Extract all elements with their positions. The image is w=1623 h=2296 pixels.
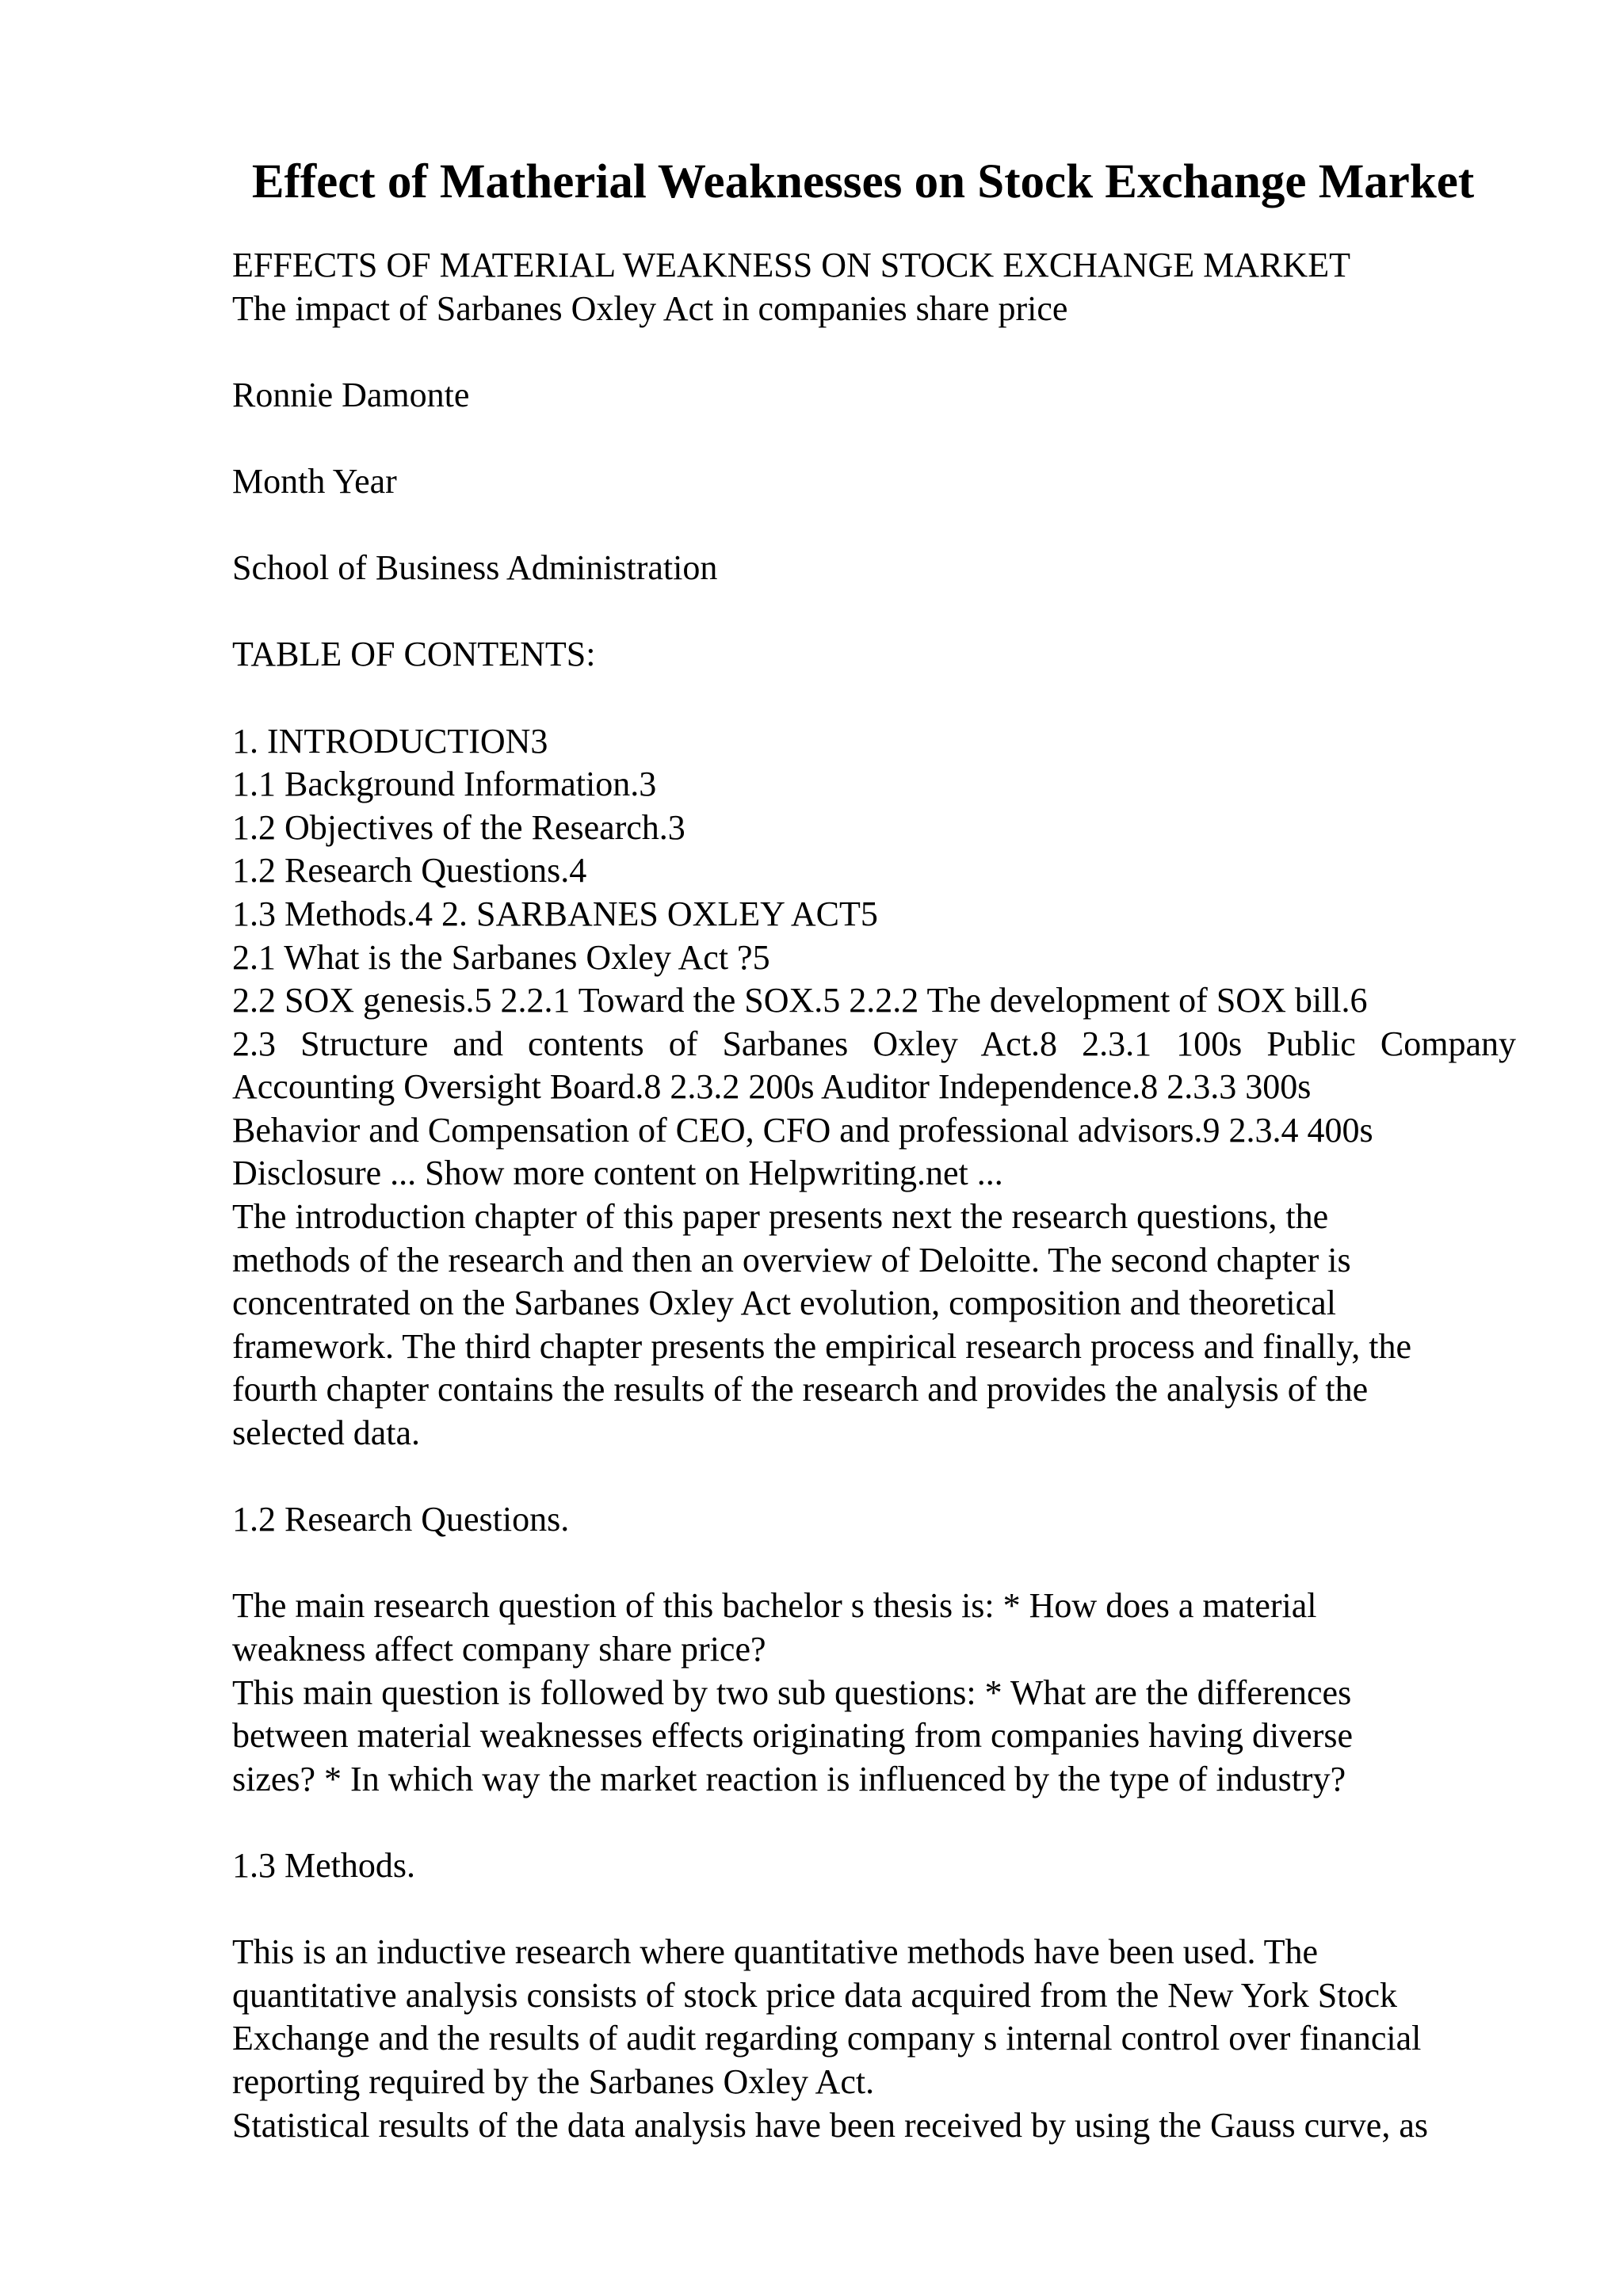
- toc-line: 1.2 Objectives of the Research.3: [232, 807, 685, 847]
- header-caps: EFFECTS OF MATERIAL WEAKNESS ON STOCK EXCHANGE MARKET: [232, 246, 1350, 284]
- spacer: [232, 504, 1516, 547]
- intro-line: methods of the research and then an overview of Deloitte. The second chapter is: [232, 1240, 1351, 1280]
- spacer: [232, 330, 1516, 374]
- toc-line: 1.2 Research Questions.4: [232, 851, 587, 891]
- spacer: [232, 417, 1516, 460]
- document-title: Effect of Matherial Weaknesses on Stock Exchange Market: [251, 155, 1475, 208]
- toc-line: 2.3 Structure and contents of Sarbanes Oxley Act.8 2.3.1 100s Public Company: [232, 1024, 1516, 1063]
- research-questions-heading: 1.2 Research Questions.: [232, 1500, 570, 1539]
- rq-main-line: The main research question of this bachelor s thesis is: * How does a material: [232, 1586, 1317, 1626]
- rq-sub-line: sizes? * In which way the market reaction is influenced by the type of industry?: [232, 1759, 1346, 1798]
- methods-line: This is an inductive research where quantitative methods have been used. The: [232, 1932, 1319, 1972]
- author-name: Ronnie Damonte: [232, 375, 470, 414]
- intro-line: selected data.: [232, 1413, 420, 1453]
- toc-heading: TABLE OF CONTENTS:: [232, 635, 596, 674]
- methods-line: reporting required by the Sarbanes Oxley Act.: [232, 2061, 875, 2101]
- intro-line: The introduction chapter of this paper presents next the research questions, the: [232, 1197, 1329, 1237]
- methods-line: Exchange and the results of audit regarding company s internal control over financial: [232, 2019, 1422, 2058]
- toc-line: Accounting Oversight Board.8 2.3.2 200s Auditor Independence.8 2.3.3 300s: [232, 1067, 1312, 1107]
- toc-line: 2.2 SOX genesis.5 2.2.1 Toward the SOX.5 2.2.2 The development of SOX bill.6: [232, 981, 1368, 1020]
- document-body: [232, 244, 1516, 2147]
- spacer: [232, 1801, 1516, 1844]
- toc-line: 1.1 Background Information.3: [232, 765, 657, 804]
- methods-heading: 1.3 Methods.: [232, 1845, 415, 1885]
- rq-main-line: weakness affect company share price?: [232, 1630, 766, 1669]
- rq-sub-line: This main question is followed by two sub questions: * What are the differences: [232, 1672, 1352, 1712]
- toc-line: 1. INTRODUCTION3: [232, 721, 548, 761]
- intro-line: fourth chapter contains the results of the research and provides the analysis of the: [232, 1370, 1369, 1409]
- toc-line-more: Disclosure ... Show more content on Helpwriting.net ...: [232, 1154, 1003, 1193]
- document-subtitle: The impact of Sarbanes Oxley Act in companies share price: [232, 288, 1068, 328]
- spacer: [232, 1888, 1516, 1932]
- spacer: [232, 1542, 1516, 1585]
- statistics-line: Statistical results of the data analysis have been received by using the Gauss curve, as: [232, 2105, 1428, 2145]
- intro-line: framework. The third chapter presents the empirical research process and finally, the: [232, 1326, 1412, 1366]
- methods-line: quantitative analysis consists of stock price data acquired from the New York Stock: [232, 1975, 1398, 2015]
- toc-line: Behavior and Compensation of CEO, CFO and professional advisors.9 2.3.4 400s: [232, 1110, 1373, 1150]
- spacer: [232, 590, 1516, 634]
- toc-line: 1.3 Methods.4 2. SARBANES OXLEY ACT5: [232, 894, 878, 933]
- spacer: [232, 1455, 1516, 1499]
- rq-sub-line: between material weaknesses effects originating from companies having diverse: [232, 1716, 1354, 1756]
- school-name: School of Business Administration: [232, 548, 718, 588]
- spacer: [232, 677, 1516, 720]
- toc-line: 2.1 What is the Sarbanes Oxley Act ?5: [232, 937, 770, 977]
- intro-line: concentrated on the Sarbanes Oxley Act evolution, composition and theoretical: [232, 1283, 1336, 1323]
- document-date: Month Year: [232, 461, 397, 501]
